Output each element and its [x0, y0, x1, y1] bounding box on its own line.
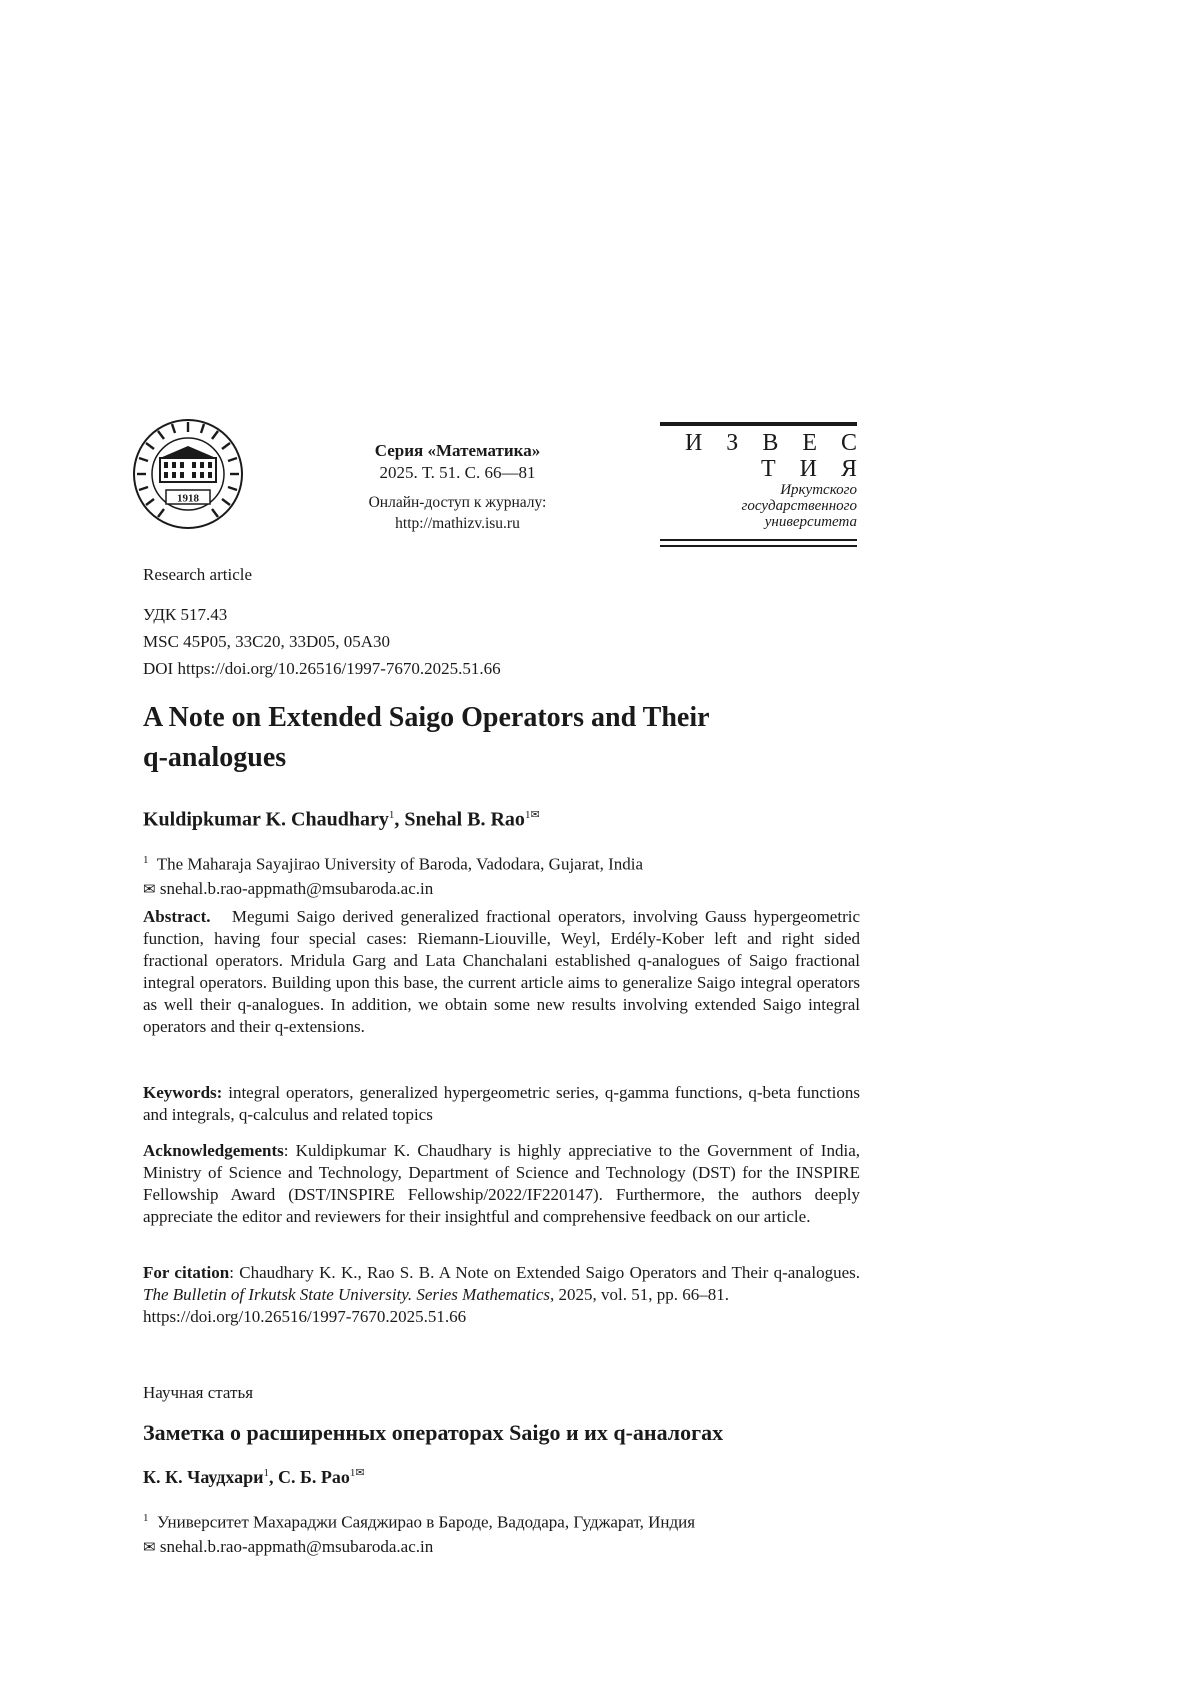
title-line-2: q-analogues — [143, 742, 287, 773]
ru-author-1: К. К. Чаудхари — [143, 1467, 264, 1487]
ru-email[interactable]: snehal.b.rao-appmath@msubaroda.ac.in — [159, 1536, 434, 1556]
envelope-icon: ✉ — [143, 1539, 156, 1556]
journal-name: И З В Е С Т И Я — [684, 430, 866, 482]
doi-link[interactable]: DOI https://doi.org/10.26516/1997-7670.2025.51.66 — [143, 659, 501, 678]
ru-article-type: Научная статья — [143, 1383, 254, 1402]
ru-authors: К. К. Чаудхари$^1$, С. Б. Рао$^{1✉}$ — [143, 1467, 365, 1487]
authors: Kuldipkumar K. Chaudhary$^1$, Snehal B. Rao$^{1✉}$ — [143, 808, 540, 831]
envelope-icon: ✉ — [143, 881, 156, 898]
ru-author-2-affmark: 1 — [349, 1467, 356, 1479]
title-line-1: A Note on Extended Saigo Operators and Their — [143, 702, 710, 733]
envelope-icon: ✉ — [530, 809, 540, 821]
cite-label: For citation — [143, 1263, 230, 1282]
online-access-label: Онлайн-доступ к журналу: — [368, 494, 547, 511]
ru-affiliation-mark: 1 — [143, 1512, 149, 1524]
citation — [143, 1262, 860, 1328]
abstract-label: Abstract. — [143, 907, 211, 926]
msc-code: MSC 45P05, 33C20, 33D05, 05A30 — [143, 632, 391, 651]
article-title — [143, 698, 860, 778]
journal-sub3: университета — [764, 514, 857, 530]
keywords-label: Keywords: — [143, 1083, 223, 1102]
series-name: Серия «Математика» — [374, 441, 541, 460]
masthead-bottom-rule — [660, 539, 857, 541]
cite-doi[interactable]: https://doi.org/10.26516/1997-7670.2025.51.66 — [143, 1307, 467, 1326]
udk-code: УДК 517.43 — [143, 605, 228, 624]
keywords-text: integral operators, generalized hypergeometric series, q-gamma functions, q-beta functions and integrals, q-calculus and related topics — [143, 1083, 860, 1124]
ru-title: Заметка о расширенных операторах Saigo и их q-аналогах — [143, 1420, 724, 1445]
journal-masthead — [660, 422, 866, 547]
abstract — [143, 906, 860, 1038]
series-issue: 2025. Т. 51. С. 66—81 — [379, 463, 536, 482]
affiliation: The Maharaja Sayajirao University of Baroda, Vadodara, Gujarat, India — [156, 854, 644, 874]
series-info — [335, 440, 580, 534]
masthead-bottom-rule-2 — [660, 545, 857, 547]
journal-sub2: государственного — [741, 498, 857, 514]
journal-sub1: Иркутского — [780, 482, 857, 498]
ack-label: Acknowledgements — [143, 1141, 284, 1160]
ru-affiliation-block — [143, 1506, 860, 1560]
masthead-top-rule — [660, 422, 857, 426]
online-access-url[interactable]: http://mathizv.isu.ru — [395, 515, 520, 532]
cite-rest: , 2025, vol. 51, pp. 66–81. — [549, 1285, 729, 1304]
university-seal-logo — [132, 418, 244, 530]
author-2: Snehal B. Rao — [404, 808, 525, 831]
acknowledgements — [143, 1140, 860, 1228]
identifiers — [143, 604, 860, 680]
cite-journal: The Bulletin of Irkutsk State University. Series Mathematics — [143, 1285, 550, 1304]
cite-text: : Chaudhary K. K., Rao S. B. A Note on Extended Saigo Operators and Their q-analogues. — [229, 1263, 860, 1282]
ru-author-2: С. Б. Рао — [278, 1467, 350, 1487]
keywords — [143, 1082, 860, 1126]
affiliation-block — [143, 848, 860, 902]
affiliation-mark: 1 — [143, 854, 149, 866]
ru-affiliation: Университет Махараджи Саяджирао в Бароде, Вадодара, Гуджарат, Индия — [157, 1512, 696, 1532]
ack-text: : Kuldipkumar K. Chaudhary is highly appreciative to the Government of India, Ministry of Science and Technology, Department of Science and Technology (DST) for the INSPIRE Fellowship Award (DST/INSPIRE Fellowship/2022/IF220147). Furthermore, the authors deeply appreciate the editor and reviewers for their insightful and comprehensive feedback on our article. — [143, 1141, 860, 1226]
email[interactable]: snehal.b.rao-appmath@msubaroda.ac.in — [159, 878, 434, 898]
ru-author-1-affmark: 1 — [263, 1467, 270, 1479]
logo-year: 1918 — [177, 492, 199, 505]
author-2-affmark: 1 — [524, 809, 531, 821]
envelope-icon: ✉ — [355, 1467, 365, 1479]
article-type: Research article — [143, 565, 253, 584]
author-1-affmark: 1 — [388, 809, 395, 821]
author-1: Kuldipkumar K. Chaudhary — [143, 808, 389, 831]
abstract-text: Megumi Saigo derived generalized fractional operators, involving Gauss hypergeometric function, having four special cases: Riemann-Liouville, Weyl, Erdély-Kober left and right sided fractional operators. Mridula Garg and Lata Chanchalani established q-analogues of Saigo fractional integral operators. Building upon this base, the current article aims to generalize Saigo integral operators as well their q-analogues. In addition, we obtain some new results involving extended Saigo integral operators and their q-extensions. — [143, 907, 861, 1036]
